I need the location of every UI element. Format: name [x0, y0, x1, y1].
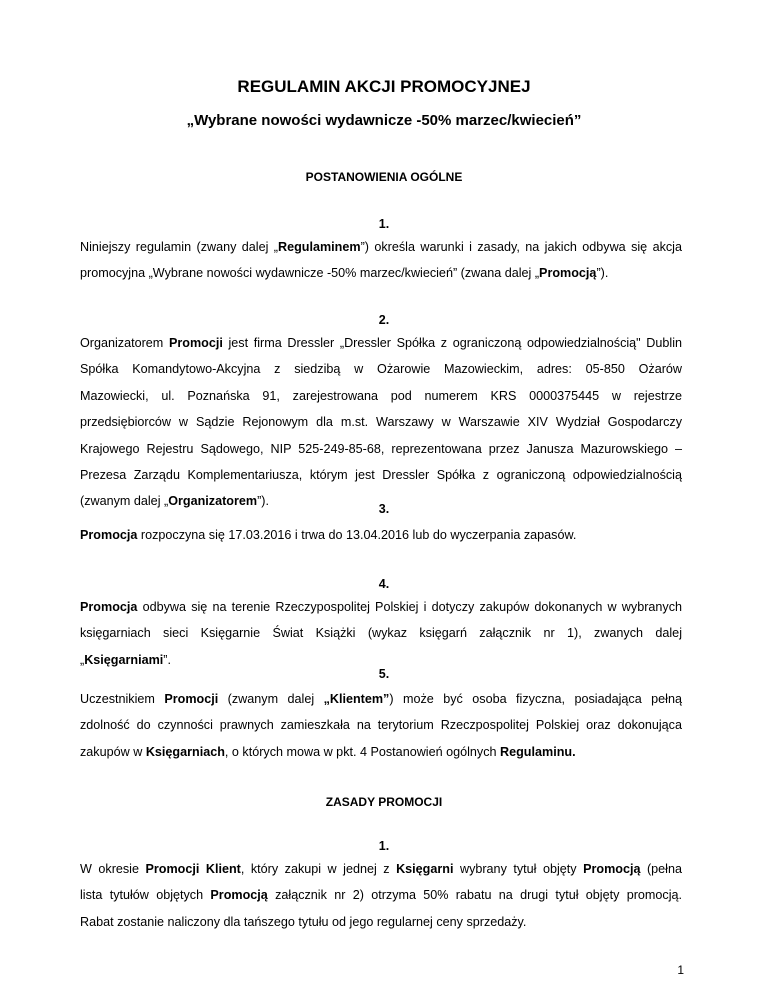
bold-term: „Klientem” [323, 692, 390, 706]
bold-term: Promocją [583, 862, 641, 876]
general-point-text-1 [80, 234, 682, 287]
bold-term: Regulaminu. [500, 744, 576, 759]
text-line: Organizatorem Promocji jest firma Dressler „Dressler Spółka z ograniczoną odpowiedzialnością" Dublin [80, 336, 683, 350]
bold-term: Promocją [539, 266, 597, 281]
bold-term: Promocji [168, 336, 223, 350]
text-line: Niniejszy regulamin (zwany dalej „Regulaminem”) określa warunki i zasady, na jakich odbywa się akcja [80, 240, 682, 254]
bold-term: Organizatorem [168, 494, 258, 509]
general-point-text-2 [80, 330, 682, 515]
bold-term: Promocja [80, 600, 138, 614]
general-point-text-4 [80, 594, 682, 673]
bold-term: Regulaminem [278, 240, 361, 254]
general-point-number-5: 5. [378, 667, 390, 681]
text-line: Promocja rozpoczyna się 17.03.2016 i trwa do 13.04.2016 lub do wyczerpania zapasów. [80, 528, 577, 542]
general-point-number-1: 1. [378, 217, 390, 231]
rules-point-text-1 [80, 856, 682, 935]
general-point-number-2: 2. [378, 313, 390, 327]
text-line: Mazowiecki, ul. Poznańska 91, zarejestrowana pod numerem KRS 0000375445 w rejestrze [80, 388, 682, 403]
document-subtitle: „Wybrane nowości wydawnicze -50% marzec/kwiecień” [186, 112, 582, 129]
bold-term: Promocją [210, 888, 268, 903]
bold-term: Księgarni [396, 862, 454, 876]
page-number: 1 [677, 963, 684, 977]
bold-term: Promocja [80, 528, 138, 542]
general-point-number-4: 4. [378, 577, 390, 591]
rules-point-number-1: 1. [378, 839, 390, 853]
text-line: zakupów w Księgarniach, o których mowa w pkt. 4 Postanowień ogólnych Regulaminu. [80, 744, 576, 759]
section-heading-general: POSTANOWIENIA OGÓLNE [305, 170, 463, 184]
text-line: „Księgarniami”. [80, 652, 171, 667]
text-line: Uczestnikiem Promocji (zwanym dalej „Klientem”) może być osoba fizyczna, posiadająca pełną [80, 692, 682, 706]
bold-term: Księgarniach [145, 744, 225, 759]
text-line: Promocja odbywa się na terenie Rzeczypospolitej Polskiej i dotyczy zakupów dokonanych w wybranych [80, 600, 682, 614]
text-line: lista tytułów objętych Promocją załącznik nr 2) otrzyma 50% rabatu na drugi tytuł objęty promocją. [80, 888, 683, 903]
text-line: W okresie Promocji Klient, który zakupi w jednej z Księgarni wybrany tytuł objęty Promocją (pełna [80, 862, 682, 876]
text-line: Rabat zostanie naliczony dla tańszego tytułu od jego regularnej ceny sprzedaży. [80, 914, 527, 929]
text-line: Prezesa Zarządu Komplementariusza, którym jest Dressler Spółka z ograniczoną odpowiedzialnością [80, 468, 682, 483]
bold-term: Księgarniami [84, 652, 164, 667]
text-line: promocyjna „Wybrane nowości wydawnicze -50% marzec/kwiecień” (zwana dalej „Promocją”). [80, 266, 609, 281]
general-point-number-3: 3. [378, 502, 390, 516]
text-line: (zwanym dalej „Organizatorem”). [80, 494, 269, 509]
text-line: Krajowego Rejestru Sądowego, NIP 525-249-85-68, reprezentowana przez Janusza Mazurowskiego – [80, 441, 682, 456]
text-line: księgarniach sieci Księgarnie Świat Książki (wykaz księgarń załącznik nr 1), zwanych dalej [80, 626, 682, 641]
general-point-text-5 [80, 686, 682, 765]
general-point-text-3 [80, 522, 682, 548]
bold-term: Promocji [164, 692, 219, 706]
section-heading-rules: ZASADY PROMOCJI [325, 795, 443, 809]
text-line: zdolność do czynności prawnych zamieszkała na terytorium Rzeczpospolitej Polskiej oraz dokonująca [80, 718, 682, 733]
bold-term: Promocji Klient [145, 862, 241, 876]
document-title: REGULAMIN AKCJI PROMOCYJNEJ [237, 77, 531, 96]
text-line: przedsiębiorców w Sądzie Rejonowym dla m.st. Warszawy w Warszawie XIV Wydział Gospodarczy [80, 415, 682, 430]
text-line: Spółka Komandytowo-Akcyjna z siedzibą w Ożarowie Mazowieckim, adres: 05-850 Ożarów [80, 362, 682, 377]
